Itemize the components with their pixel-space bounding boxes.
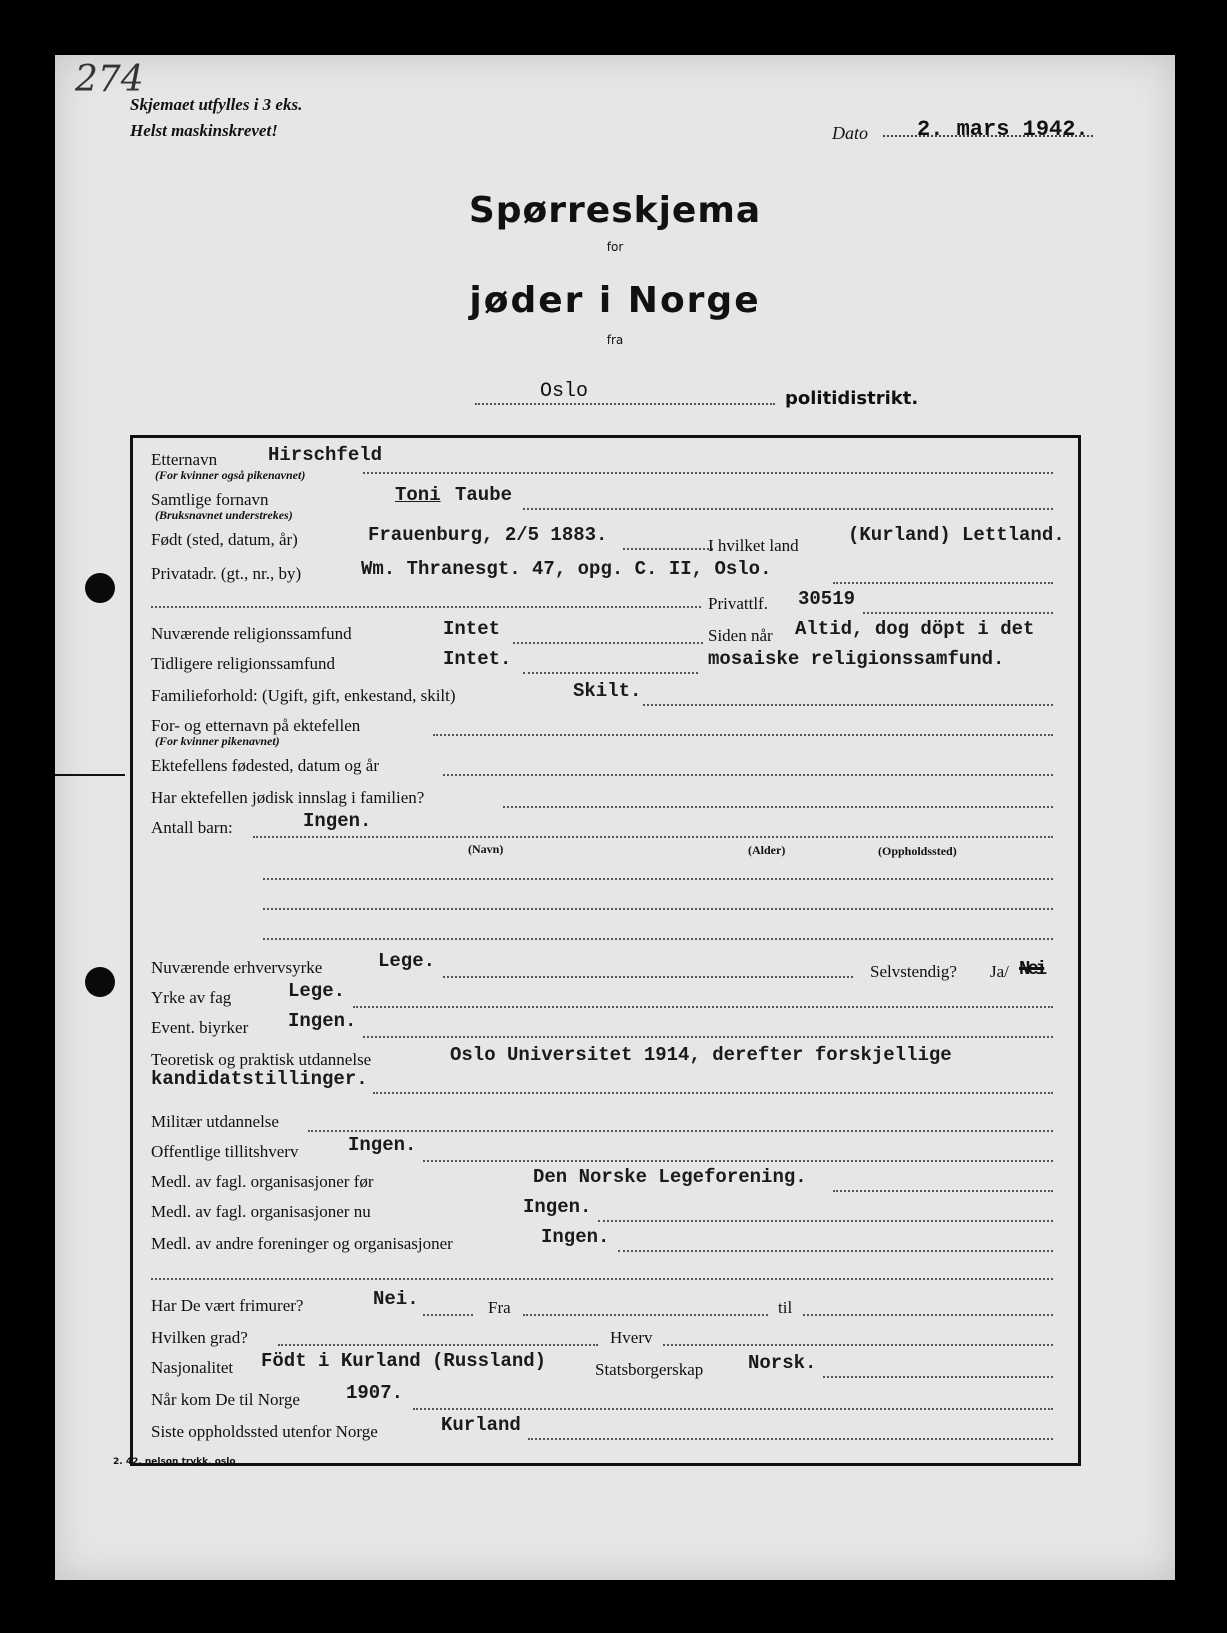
andre-org-line <box>618 1250 1053 1252</box>
biyrker-value: Ingen. <box>288 1010 357 1032</box>
privatadr-label: Privatadr. (gt., nr., by) <box>151 564 302 583</box>
nasjonalitet-label: Nasjonalitet <box>151 1358 234 1377</box>
punch-hole-bottom <box>85 967 115 997</box>
ektefelle-fodested-line <box>443 774 1053 776</box>
district-value: Oslo <box>540 380 589 403</box>
fodt-line <box>623 548 713 550</box>
title-for: for <box>606 240 624 254</box>
frimurer-value: Nei. <box>373 1288 419 1310</box>
col-alder: (Alder) <box>748 843 786 857</box>
frimurer-label: Har De vært frimurer? <box>151 1296 304 1315</box>
siste-line <box>528 1438 1053 1440</box>
etternavn-sub: (For kvinner også pikenavnet) <box>155 468 306 482</box>
norge-label: Når kom De til Norge <box>151 1390 300 1409</box>
norge-value: 1907. <box>346 1382 404 1404</box>
statsborgerskap-label: Statsborgerskap <box>595 1360 704 1379</box>
religion-line <box>513 642 703 644</box>
instruction-copies: Skjemaet utfylles i 3 eks. <box>130 95 303 114</box>
fag-line <box>353 1006 1053 1008</box>
org-nu-label: Medl. av fagl. organisasjoner nu <box>151 1202 371 1221</box>
til-line <box>803 1314 1053 1316</box>
form-title: Spørreskjema <box>468 190 762 231</box>
org-for-label: Medl. av fagl. organisasjoner før <box>151 1172 374 1191</box>
siden-value-1: Altid, dog döpt i det <box>795 618 1035 640</box>
selvstendig-struck: Nei <box>1019 958 1045 980</box>
instruction-typewritten: Helst maskinskrevet! <box>130 121 278 140</box>
fodt-label: Født (sted, datum, år) <box>151 530 298 549</box>
barn-value: Ingen. <box>303 810 372 832</box>
fold-line <box>55 774 125 776</box>
ektefelle-sub: (For kvinner pikenavnet) <box>155 734 280 748</box>
ektefelle-label: For- og etternavn på ektefellen <box>151 716 361 735</box>
biyrker-line <box>363 1036 1053 1038</box>
privatadr-value: Wm. Thranesgt. 47, opg. C. II, Oslo. <box>361 558 772 580</box>
privatadr-line <box>833 582 1053 584</box>
hverv-label: Hverv <box>610 1328 653 1347</box>
statsborgerskap-value: Norsk. <box>748 1352 817 1374</box>
privattlf-line <box>863 612 1053 614</box>
erverv-label: Nuværende erhvervsyrke <box>151 958 323 977</box>
frimurer-line <box>423 1314 473 1316</box>
tidl-religion-value: Intet. <box>443 648 512 670</box>
fornavn-line <box>523 508 1053 510</box>
etternavn-value: Hirschfeld <box>268 444 383 466</box>
title-fra: fra <box>606 333 624 347</box>
tillit-value: Ingen. <box>348 1134 417 1156</box>
jodisk-line <box>503 806 1053 808</box>
archive-number: 274 <box>75 59 144 100</box>
siden-value-2: mosaiske religionssamfund. <box>708 648 1005 670</box>
religion-label: Nuværende religionssamfund <box>151 624 352 643</box>
selvstendig-label: Selvstendig? <box>870 962 957 981</box>
etternavn-line <box>363 472 1053 474</box>
dato-value: 2. mars 1942. <box>917 117 1089 142</box>
org-for-line <box>833 1190 1053 1192</box>
fag-value: Lege. <box>288 980 346 1002</box>
col-navn: (Navn) <box>468 842 504 856</box>
fornavn-value: Taube <box>455 484 513 506</box>
familie-value: Skilt. <box>573 680 642 702</box>
etternavn-label: Etternavn <box>151 450 218 469</box>
fodt-value: Frauenburg, 2/5 1883. <box>368 524 608 546</box>
fornavn-label: Samtlige fornavn <box>151 490 269 509</box>
andre-org-label: Medl. av andre foreninger og organisasjoner <box>151 1234 453 1253</box>
militar-label: Militær utdannelse <box>151 1112 279 1131</box>
land-label: I hvilket land <box>708 536 799 555</box>
district-label: politidistrikt. <box>785 388 919 409</box>
land-value: (Kurland) Lettland. <box>848 524 1065 546</box>
barn-row-2 <box>263 908 1053 910</box>
religion-value: Intet <box>443 618 501 640</box>
utdannelse-label: Teoretisk og praktisk utdannelse <box>151 1050 372 1069</box>
utdannelse-value-1: Oslo Universitet 1914, derefter forskjellige <box>450 1044 952 1066</box>
siste-label: Siste oppholdssted utenfor Norge <box>151 1422 378 1441</box>
siste-value: Kurland <box>441 1414 521 1436</box>
org-for-value: Den Norske Legeforening. <box>533 1166 807 1188</box>
biyrker-label: Event. biyrker <box>151 1018 249 1037</box>
hverv-line <box>663 1344 1053 1346</box>
barn-line <box>253 836 1053 838</box>
org-nu-line <box>598 1220 1053 1222</box>
org-nu-value: Ingen. <box>523 1196 592 1218</box>
til-label: til <box>778 1298 793 1317</box>
fag-label: Yrke av fag <box>151 988 232 1007</box>
utdannelse-line <box>373 1092 1053 1094</box>
privatadr-line-2 <box>151 606 701 608</box>
tidl-religion-line <box>523 672 698 674</box>
militar-line <box>308 1130 1053 1132</box>
utdannelse-value-2: kandidatstillinger. <box>151 1068 368 1090</box>
andre-org-line-2 <box>151 1278 1053 1280</box>
fra-label: Fra <box>488 1298 511 1317</box>
col-opphold: (Oppholdssted) <box>878 844 957 858</box>
form-subtitle: jøder i Norge <box>469 280 761 321</box>
tillit-line <box>423 1160 1053 1162</box>
tillit-label: Offentlige tillitshverv <box>151 1142 299 1161</box>
grad-label: Hvilken grad? <box>151 1328 248 1347</box>
familie-line <box>643 704 1053 706</box>
selvstendig-ja: Ja/ <box>990 962 1009 981</box>
nasjonalitet-value: Födt i Kurland (Russland) <box>261 1350 547 1372</box>
jodisk-label: Har ektefellen jødisk innslag i familien? <box>151 788 425 807</box>
fornavn-sub: (Bruksnavnet understrekes) <box>155 508 293 522</box>
erverv-line <box>443 976 853 978</box>
norge-line <box>413 1408 1053 1410</box>
erverv-value: Lege. <box>378 950 436 972</box>
fornavn-underlined-value: Toni <box>395 484 441 506</box>
form-page <box>55 55 1175 1580</box>
punch-hole-top <box>85 573 115 603</box>
barn-row-3 <box>263 938 1053 940</box>
fra-line <box>523 1314 768 1316</box>
privattlf-label: Privattlf. <box>708 594 768 613</box>
ektefelle-fodested-label: Ektefellens fødested, datum og år <box>151 756 380 775</box>
form-box <box>130 435 1081 1466</box>
district-dotted-line <box>475 403 775 405</box>
dato-label: Dato <box>832 123 868 143</box>
siden-label: Siden når <box>708 626 773 645</box>
andre-org-value: Ingen. <box>541 1226 610 1248</box>
ektefelle-line <box>433 734 1053 736</box>
privattlf-value: 30519 <box>798 588 856 610</box>
familie-label: Familieforhold: (Ugift, gift, enkestand, skilt) <box>151 686 456 705</box>
barn-label: Antall barn: <box>151 818 233 837</box>
printer-imprint: 2. 42. nelson trykk, oslo <box>113 1457 236 1467</box>
grad-line <box>278 1344 598 1346</box>
barn-row-1 <box>263 878 1053 880</box>
statsborgerskap-line <box>823 1376 1053 1378</box>
tidl-religion-label: Tidligere religionssamfund <box>151 654 335 673</box>
